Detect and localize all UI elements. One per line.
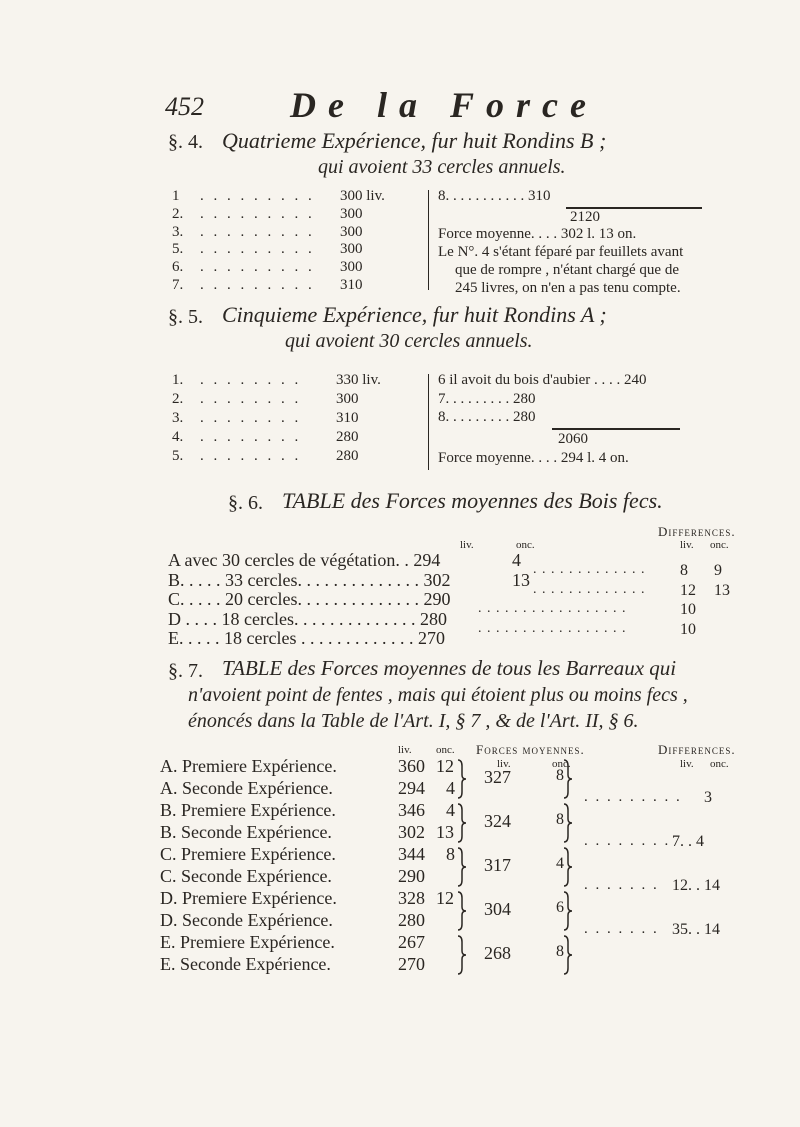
note-line: que de rompre , n'étant chargé que de xyxy=(455,262,679,278)
measure-row: 6 il avoit du bois d'aubier . . . . 240 xyxy=(438,372,647,388)
section-number: §. 6. xyxy=(228,492,263,514)
sum-total: 2060 xyxy=(558,431,588,447)
row-value: 300 xyxy=(340,259,363,276)
leader-dots: . . . . . . . . xyxy=(584,833,671,849)
diff-value: 35. . 14 xyxy=(672,921,720,938)
note-line: Le N°. 4 s'étant féparé par feuillets avant xyxy=(438,244,684,260)
diff-liv: 10 xyxy=(680,620,696,638)
measure-row: 8. . . . . . . . . 280 xyxy=(438,409,536,425)
table-row: D . . . . 18 cercles. . . . . . . . . . . . . . 280 xyxy=(168,608,447,629)
row-value: 300 xyxy=(336,391,359,407)
section-number: §. 4. xyxy=(168,131,203,153)
row-value: 300 xyxy=(340,241,363,258)
leader-dots: . . . . . . . . . . . . . xyxy=(533,581,646,597)
forces-liv: 268 xyxy=(484,943,511,963)
row-number: 4. xyxy=(172,429,184,445)
section-number: §. 7. xyxy=(168,660,203,682)
leader-dots: . . . . . . . xyxy=(584,877,659,893)
row-number: 2. xyxy=(172,205,184,222)
curly-brace xyxy=(458,848,466,886)
table-row-label: E. Premiere Expérience. xyxy=(160,932,335,952)
diff-liv: 8 xyxy=(680,562,688,579)
curly-brace xyxy=(458,936,466,974)
table-row-label: B. Seconde Expérience. xyxy=(160,822,332,842)
table-row-label: E. Seconde Expérience. xyxy=(160,954,331,974)
onc-header: onc. xyxy=(516,539,535,551)
table-title: TABLE des Forces moyennes des Bois fecs. xyxy=(282,488,663,513)
liv-header: liv. xyxy=(398,744,412,756)
table-row-label: B. Premiere Expérience. xyxy=(160,800,336,820)
row-number: 3. xyxy=(172,410,184,426)
row-value: 330 liv. xyxy=(336,372,381,388)
leader-dots: . . . . . . . . xyxy=(200,372,302,388)
leader-dots: . . . . . . . . . xyxy=(200,205,315,222)
section-number: §. 5. xyxy=(168,306,203,328)
forces-onc: 6 xyxy=(556,899,564,916)
column-divider xyxy=(428,374,429,470)
leader-dots: . . . . . . . . . xyxy=(200,188,315,204)
row-number: 5. xyxy=(172,448,184,464)
diff-onc: 9 xyxy=(714,562,722,579)
leader-dots: . . . . . . . . . . . . . xyxy=(533,562,646,577)
leader-dots: . . . . . . . . . . . . . . . . . xyxy=(478,620,627,636)
row-number: 7. xyxy=(172,277,184,293)
table-row-label: D. Seconde Expérience. xyxy=(160,910,333,930)
onc-value: 12 xyxy=(436,756,454,776)
liv-value: 280 xyxy=(398,910,425,930)
row-value: 300 liv. xyxy=(340,188,385,204)
leader-dots: . . . . . . . . . xyxy=(584,789,682,805)
table-row-label: A. Premiere Expérience. xyxy=(160,756,337,776)
curly-brace xyxy=(564,892,572,930)
diff-liv: 12 xyxy=(680,581,696,599)
curly-brace xyxy=(564,936,572,974)
curly-brace xyxy=(458,892,466,930)
leader-dots: . . . . . . . . xyxy=(200,391,302,407)
table-row: A avec 30 cercles de végétation. . 294 xyxy=(168,550,441,570)
diff-value: 3 xyxy=(704,789,712,806)
curly-brace xyxy=(458,760,466,798)
row-value: 280 xyxy=(336,448,359,464)
liv-header: liv. xyxy=(460,539,474,551)
leader-dots: . . . . . . . . . xyxy=(200,259,315,276)
table-row-label: A. Seconde Expérience. xyxy=(160,778,333,798)
onc-value: 13 xyxy=(436,822,454,842)
row-number: 2. xyxy=(172,391,184,407)
diff-value: 7. . 4 xyxy=(672,833,704,850)
note-line: 245 livres, on n'en a pas tenu compte. xyxy=(455,280,681,296)
force-moyenne: Force moyenne. . . . 294 l. 4 on. xyxy=(438,450,629,466)
leader-dots: . . . . . . . xyxy=(584,921,659,937)
forces-liv: 327 xyxy=(484,767,511,787)
forces-onc: 8 xyxy=(556,811,564,828)
row-number: 1. xyxy=(172,372,184,388)
leader-dots: . . . . . . . . xyxy=(200,410,302,426)
forces-liv: 304 xyxy=(484,899,511,919)
row-value: 300 xyxy=(340,223,363,240)
table-title: TABLE des Forces moyennes de tous les Barreaux qui xyxy=(222,656,677,680)
liv-value: 328 xyxy=(398,888,425,908)
section-subtitle: qui avoient 30 cercles annuels. xyxy=(285,330,533,352)
onc-value: 13 xyxy=(512,569,530,590)
liv-value: 346 xyxy=(398,800,425,820)
diff-value: 12. . 14 xyxy=(672,877,720,894)
curly-brace xyxy=(564,848,572,886)
diff-liv: 10 xyxy=(680,601,696,618)
leader-dots: . . . . . . . . . xyxy=(200,223,315,240)
page-title: De la Force xyxy=(290,85,598,125)
onc-value: 4 xyxy=(446,800,455,820)
table-title-line: n'avoient point de fentes , mais qui étoient plus ou moins fecs , xyxy=(188,684,688,706)
onc-value: 8 xyxy=(446,844,455,864)
diff-onc-header: onc. xyxy=(710,539,729,551)
diff-liv-header: liv. xyxy=(680,758,694,770)
forces-liv-header: liv. xyxy=(497,758,511,770)
table-row: C. . . . . 20 cercles. . . . . . . . . . . . . . 290 xyxy=(168,589,451,609)
differences-header: Differences. xyxy=(658,742,736,757)
table-title-line: énoncés dans la Table de l'Art. I, § 7 , & de l'Art. II, § 6. xyxy=(188,710,639,732)
onc-value: 4 xyxy=(512,550,521,570)
forces-onc: 8 xyxy=(556,943,564,960)
measure-row: 8. . . . . . . . . . . 310 xyxy=(438,188,551,204)
diff-onc: 13 xyxy=(714,581,730,599)
liv-value: 294 xyxy=(398,778,425,798)
leader-dots: . . . . . . . . xyxy=(200,448,302,464)
forces-header: Forces moyennes. xyxy=(476,742,585,757)
forces-onc-header: onc. xyxy=(552,758,571,770)
section-subtitle: qui avoient 33 cercles annuels. xyxy=(318,156,566,178)
table-row: B. . . . . 33 cercles. . . . . . . . . . . . . . 302 xyxy=(168,569,451,590)
page-number: 452 xyxy=(165,92,204,121)
leader-dots: . . . . . . . . . . . . . . . . . xyxy=(478,601,627,616)
onc-header: onc. xyxy=(436,744,455,756)
forces-liv: 324 xyxy=(484,811,511,831)
sum-total: 2120 xyxy=(570,209,600,225)
table-row-label: D. Premiere Expérience. xyxy=(160,888,337,908)
liv-value: 290 xyxy=(398,866,425,886)
liv-value: 270 xyxy=(398,954,425,974)
row-number: 3. xyxy=(172,223,184,240)
curly-brace xyxy=(564,804,572,842)
row-number: 6. xyxy=(172,259,184,276)
table-row-label: C. Seconde Expérience. xyxy=(160,866,332,886)
section-title: Cinquieme Expérience, fur huit Rondins A ; xyxy=(222,302,607,327)
liv-value: 302 xyxy=(398,822,425,842)
force-moyenne: Force moyenne. . . . 302 l. 13 on. xyxy=(438,226,637,242)
row-value: 280 xyxy=(336,429,359,445)
forces-onc: 8 xyxy=(556,767,564,784)
onc-value: 4 xyxy=(446,778,455,798)
sum-rule xyxy=(552,428,680,430)
row-value: 300 xyxy=(340,205,363,222)
forces-liv: 317 xyxy=(484,855,511,875)
row-value: 310 xyxy=(340,277,363,293)
diff-liv-header: liv. xyxy=(680,539,694,551)
diff-onc-header: onc. xyxy=(710,758,729,770)
leader-dots: . . . . . . . . xyxy=(200,429,302,445)
leader-dots: . . . . . . . . . xyxy=(200,241,315,258)
curly-brace xyxy=(458,804,466,842)
forces-onc: 4 xyxy=(556,855,564,872)
row-value: 310 xyxy=(336,410,359,426)
table-row: E. . . . . 18 cercles . . . . . . . . . . . . . 270 xyxy=(168,628,445,648)
liv-value: 360 xyxy=(398,756,425,776)
liv-value: 267 xyxy=(398,932,425,952)
differences-header: Differences. xyxy=(658,524,736,539)
row-number: 5. xyxy=(172,241,184,258)
leader-dots: . . . . . . . . . xyxy=(200,277,315,293)
onc-value: 12 xyxy=(436,888,454,908)
column-divider xyxy=(428,190,429,290)
table-row-label: C. Premiere Expérience. xyxy=(160,844,336,864)
measure-row: 7. . . . . . . . . 280 xyxy=(438,391,536,407)
section-title: Quatrieme Expérience, fur huit Rondins B ; xyxy=(222,128,607,153)
row-number: 1 xyxy=(172,188,180,204)
liv-value: 344 xyxy=(398,844,425,864)
